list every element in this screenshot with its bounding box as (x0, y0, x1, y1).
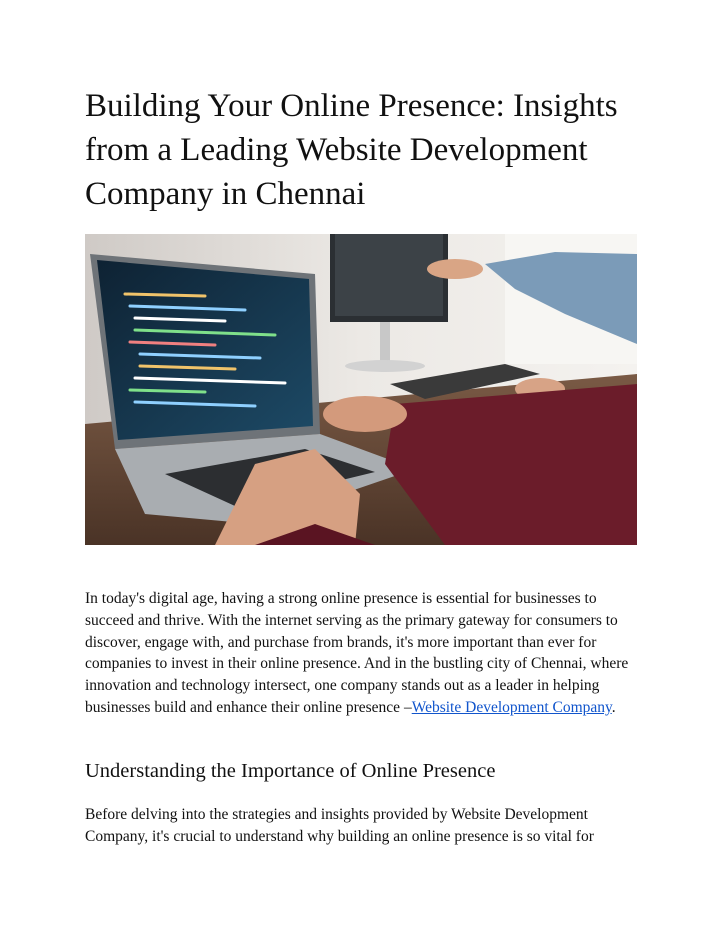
intro-paragraph (85, 588, 645, 719)
intro-paragraph-suffix: . (611, 698, 616, 716)
website-development-company-link[interactable]: Website Development Company (411, 698, 612, 716)
hero-photo-developer-laptop (85, 234, 637, 545)
section-heading: Understanding the Importance of Online Presence (85, 760, 496, 782)
intro-paragraph-text: In today's digital age, having a strong online presence is essential for businesses to succeed and thrive. With the internet serving as the primary gateway for consumers to discover, engage with, and purchase from brands, it's more important than ever for companies to invest in their online presence. And in the bustling city of Chennai, where innovation and technology intersect, one company stands out as a leader in helping businesses build and enhance their online presence – (85, 590, 629, 716)
section-paragraph: Before delving into the strategies and insights provided by Website Development Company, it's crucial to understand why building an online presence is so vital for (85, 806, 594, 845)
page-title: Building Your Online Presence: Insights from a Leading Website Development Company in Chennai (85, 88, 618, 212)
